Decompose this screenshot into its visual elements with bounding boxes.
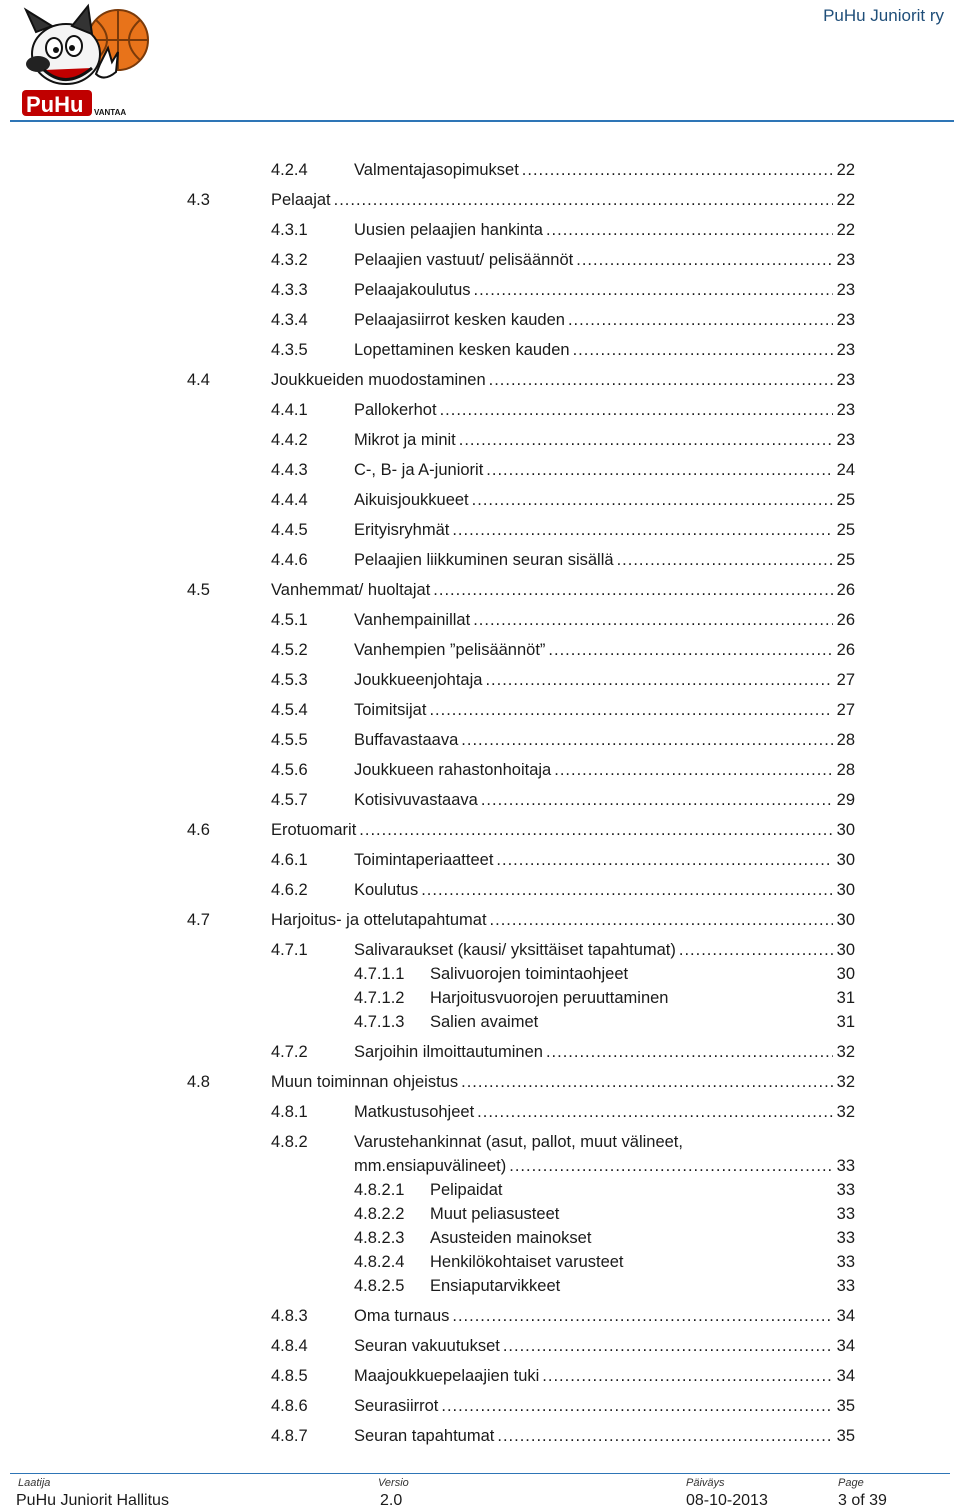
toc-entry-number: 4.2.4	[271, 161, 308, 179]
toc-entry-page: 28	[836, 761, 855, 779]
toc-entry[interactable]	[0, 698, 960, 722]
toc-entry-title: Erityisryhmät	[354, 521, 450, 539]
header-divider	[10, 120, 954, 122]
toc-entry-number: 4.3.4	[271, 311, 308, 329]
toc-entry-title: Ensiaputarvikkeet	[430, 1277, 561, 1295]
toc-entry-title: Vanhempien ”pelisäännöt”	[354, 641, 546, 659]
toc-entry-page: 23	[836, 341, 855, 359]
dot-leader	[334, 188, 833, 212]
dot-leader	[679, 938, 833, 962]
toc-entry-page: 35	[836, 1427, 855, 1445]
footer-author: PuHu Juniorit Hallitus	[16, 1492, 169, 1509]
toc-entry[interactable]	[0, 1100, 960, 1124]
dot-leader	[459, 428, 833, 452]
svg-text:PuHu: PuHu	[26, 92, 84, 117]
toc-entry-title: Asusteiden mainokset	[430, 1229, 592, 1247]
toc-entry[interactable]	[0, 458, 960, 482]
dot-leader	[546, 218, 833, 242]
toc-entry[interactable]	[0, 818, 960, 842]
toc-entry-page: 26	[836, 581, 855, 599]
wolf-mascot-icon	[8, 2, 158, 120]
dot-leader	[522, 158, 833, 182]
toc-entry[interactable]	[0, 488, 960, 512]
toc-entry-number: 4.5.2	[271, 641, 308, 659]
toc-entry-title: Buffavastaava	[354, 731, 459, 749]
toc-entry[interactable]	[0, 1130, 960, 1175]
dot-leader	[472, 488, 833, 512]
toc-entry[interactable]	[0, 908, 960, 932]
toc-entry-title: C-, B- ja A-juniorit	[354, 461, 484, 479]
toc-entry[interactable]	[0, 1202, 960, 1226]
footer-page: 3 of 39	[838, 1492, 887, 1509]
toc-entry-number: 4.8.3	[271, 1307, 308, 1325]
footer-version: 2.0	[380, 1492, 403, 1509]
toc-entry-page: 30	[836, 911, 855, 929]
toc-entry-title: Toimitsijat	[354, 701, 427, 719]
toc-entry-number: 4.4.2	[271, 431, 308, 449]
toc-entry-number: 4.8.2	[271, 1133, 308, 1151]
toc-entry-page: 27	[836, 671, 855, 689]
dot-leader	[452, 518, 833, 542]
toc-entry-page: 32	[836, 1073, 855, 1091]
toc-entry-page: 34	[836, 1337, 855, 1355]
toc-entry-title: Uusien pelaajien hankinta	[354, 221, 543, 239]
toc-entry-title: Pelipaidat	[430, 1181, 503, 1199]
toc-entry[interactable]	[0, 1364, 960, 1388]
header-organization: PuHu Juniorit ry	[823, 6, 944, 25]
toc-entry-number: 4.3.1	[271, 221, 308, 239]
dot-leader	[503, 1334, 833, 1358]
toc-entry-number: 4.5.6	[271, 761, 308, 779]
toc-entry-number: 4.5	[187, 581, 210, 599]
toc-entry-number: 4.8.2.4	[354, 1253, 405, 1271]
toc-entry-title: Joukkueenjohtaja	[354, 671, 483, 689]
toc-entry-title: Pelaajien vastuut/ pelisäännöt	[354, 251, 574, 269]
toc-entry-number: 4.8.2.5	[354, 1277, 405, 1295]
toc-entry-title: Seurasiirrot	[354, 1397, 439, 1415]
toc-entry-page: 31	[836, 1013, 855, 1031]
toc-entry[interactable]	[0, 1178, 960, 1202]
toc-entry[interactable]	[0, 518, 960, 542]
toc-entry-title: Muun toiminnan ohjeistus	[271, 1073, 459, 1091]
dot-leader	[477, 1100, 833, 1124]
dot-leader	[576, 248, 833, 272]
toc-entry[interactable]	[0, 278, 960, 302]
toc-entry-page: 35	[836, 1397, 855, 1415]
toc-entry-number: 4.7.1.2	[354, 989, 405, 1007]
toc-entry-title: Muut peliasusteet	[430, 1205, 560, 1223]
toc-entry-number: 4.5.5	[271, 731, 308, 749]
footer-date-label: Päiväys	[686, 1477, 725, 1489]
toc-entry-page: 30	[836, 821, 855, 839]
toc-entry-page: 32	[836, 1103, 855, 1121]
toc-entry[interactable]	[0, 1304, 960, 1328]
toc-entry[interactable]	[0, 338, 960, 362]
toc-entry-number: 4.3.5	[271, 341, 308, 359]
toc-entry[interactable]	[0, 1250, 960, 1274]
toc-entry-page: 34	[836, 1307, 855, 1325]
dot-leader	[461, 1070, 833, 1094]
toc-entry-title: Erotuomarit	[271, 821, 357, 839]
toc-entry-number: 4.7	[187, 911, 210, 929]
toc-entry-page: 23	[836, 251, 855, 269]
toc-entry-title-continued: mm.ensiapuvälineet)	[354, 1157, 507, 1175]
toc-entry-number: 4.3.2	[271, 251, 308, 269]
toc-entry-page: 33	[836, 1181, 855, 1199]
toc-entry-page: 23	[836, 401, 855, 419]
toc-entry-number: 4.5.1	[271, 611, 308, 629]
dot-leader	[489, 368, 833, 392]
toc-entry-number: 4.5.7	[271, 791, 308, 809]
dot-leader	[461, 728, 833, 752]
toc-entry[interactable]	[0, 158, 960, 182]
toc-entry-page: 25	[836, 491, 855, 509]
toc-entry[interactable]	[0, 788, 960, 812]
toc-entry-number: 4.8.2.3	[354, 1229, 405, 1247]
toc-entry[interactable]	[0, 1274, 960, 1298]
toc-entry-number: 4.8.2.2	[354, 1205, 405, 1223]
toc-entry-page: 23	[836, 281, 855, 299]
toc-entry-title: Lopettaminen kesken kauden	[354, 341, 570, 359]
toc-entry[interactable]	[0, 938, 960, 962]
toc-entry[interactable]	[0, 548, 960, 572]
toc-entry[interactable]	[0, 248, 960, 272]
puhu-logo	[8, 2, 158, 120]
dot-leader	[486, 458, 833, 482]
toc-entry-title: Pelaajat	[271, 191, 331, 209]
toc-entry[interactable]	[0, 578, 960, 602]
toc-entry-title: Toimintaperiaatteet	[354, 851, 494, 869]
toc-entry-number: 4.4.4	[271, 491, 308, 509]
toc-entry-page: 26	[836, 641, 855, 659]
toc-entry-number: 4.3.3	[271, 281, 308, 299]
toc-entry-title: Salivuorojen toimintaohjeet	[430, 965, 629, 983]
toc-entry[interactable]	[0, 188, 960, 212]
footer-divider	[10, 1473, 950, 1474]
toc-entry-number: 4.5.4	[271, 701, 308, 719]
toc-entry-number: 4.7.1	[271, 941, 308, 959]
footer-version-label: Versio	[378, 1477, 409, 1489]
dot-leader	[441, 1394, 833, 1418]
toc-entry-page: 30	[836, 881, 855, 899]
toc-entry-number: 4.5.3	[271, 671, 308, 689]
toc-entry[interactable]	[0, 1070, 960, 1094]
toc-entry-title: Joukkueiden muodostaminen	[271, 371, 486, 389]
toc-entry[interactable]	[0, 1394, 960, 1418]
dot-leader	[490, 908, 833, 932]
toc-entry-number: 4.4	[187, 371, 210, 389]
toc-entry-number: 4.4.6	[271, 551, 308, 569]
toc-entry-page: 25	[836, 551, 855, 569]
toc-entry-title: Sarjoihin ilmoittautuminen	[354, 1043, 543, 1061]
toc-entry-title: Koulutus	[354, 881, 419, 899]
toc-entry-page: 33	[836, 1229, 855, 1247]
toc-entry[interactable]	[0, 638, 960, 662]
toc-entry-title: Joukkueen rahastonhoitaja	[354, 761, 552, 779]
toc-entry-page: 23	[836, 311, 855, 329]
toc-entry-page: 26	[836, 611, 855, 629]
toc-entry[interactable]	[0, 1226, 960, 1250]
toc-entry-title: Aikuisjoukkueet	[354, 491, 469, 509]
toc-entry-number: 4.4.1	[271, 401, 308, 419]
toc-entry[interactable]	[0, 1010, 960, 1034]
toc-entry-page: 33	[836, 1253, 855, 1271]
toc-entry-title: Henkilökohtaiset varusteet	[430, 1253, 624, 1271]
toc-entry-page: 24	[836, 461, 855, 479]
toc-entry-number: 4.8	[187, 1073, 210, 1091]
toc-entry-title: Vanhempainillat	[354, 611, 471, 629]
toc-entry-title: Salivaraukset (kausi/ yksittäiset tapahtumat)	[354, 941, 676, 959]
toc-entry-number: 4.4.5	[271, 521, 308, 539]
toc-entry-title: Varustehankinnat (asut, pallot, muut välineet,	[354, 1133, 683, 1151]
toc-entry[interactable]	[0, 398, 960, 422]
toc-entry-number: 4.3	[187, 191, 210, 209]
dot-leader	[440, 398, 833, 422]
toc-entry-title: Matkustusohjeet	[354, 1103, 475, 1121]
toc-entry-title: Pelaajien liikkuminen seuran sisällä	[354, 551, 614, 569]
toc-entry-number: 4.4.3	[271, 461, 308, 479]
toc-entry-number: 4.8.2.1	[354, 1181, 405, 1199]
toc-entry[interactable]	[0, 758, 960, 782]
dot-leader	[548, 638, 833, 662]
toc-entry-title: Seuran tapahtumat	[354, 1427, 495, 1445]
toc-entry-page: 32	[836, 1043, 855, 1061]
toc-entry-number: 4.7.1.1	[354, 965, 405, 983]
toc-entry-number: 4.6.1	[271, 851, 308, 869]
toc-entry-number: 4.8.6	[271, 1397, 308, 1415]
toc-entry-page: 33	[836, 1277, 855, 1295]
dot-leader	[496, 848, 833, 872]
toc-entry-page: 27	[836, 701, 855, 719]
toc-entry-title: Salien avaimet	[430, 1013, 539, 1031]
dot-leader	[474, 278, 834, 302]
toc-entry[interactable]	[0, 308, 960, 332]
toc-entry[interactable]	[0, 668, 960, 692]
toc-entry[interactable]	[0, 878, 960, 902]
dot-leader	[481, 788, 833, 812]
toc-entry-page: 23	[836, 371, 855, 389]
toc-entry[interactable]	[0, 218, 960, 242]
toc-entry-title: Pelaajasiirrot kesken kauden	[354, 311, 565, 329]
toc-entry-number: 4.6.2	[271, 881, 308, 899]
toc-entry-title: Valmentajasopimukset	[354, 161, 519, 179]
toc-entry-page: 34	[836, 1367, 855, 1385]
toc-entry-page: 22	[836, 191, 855, 209]
dot-leader	[573, 338, 833, 362]
toc-entry[interactable]	[0, 848, 960, 872]
footer-page-label: Page	[838, 1477, 864, 1489]
dot-leader	[546, 1040, 833, 1064]
toc-entry-page: 28	[836, 731, 855, 749]
toc-entry-page: 33	[836, 1205, 855, 1223]
toc-entry-title: Harjoitusvuorojen peruuttaminen	[430, 989, 669, 1007]
toc-entry-page: 30	[836, 941, 855, 959]
toc-entry[interactable]	[0, 1040, 960, 1064]
footer-date: 08-10-2013	[686, 1492, 768, 1509]
dot-leader	[542, 1364, 833, 1388]
dot-leader	[429, 698, 833, 722]
dot-leader	[452, 1304, 833, 1328]
toc-entry-page: 22	[836, 161, 855, 179]
svg-text:VANTAA: VANTAA	[94, 108, 127, 117]
dot-leader	[421, 878, 833, 902]
toc-entry-page: 33	[836, 1157, 855, 1175]
toc-entry-title: Maajoukkuepelaajien tuki	[354, 1367, 540, 1385]
toc-entry[interactable]	[0, 962, 960, 986]
toc-entry-page: 30	[836, 851, 855, 869]
toc-entry-page: 30	[836, 965, 855, 983]
dot-leader	[617, 548, 833, 572]
toc-entry-page: 29	[836, 791, 855, 809]
dot-leader	[485, 668, 833, 692]
dot-leader	[568, 308, 833, 332]
toc-entry-number: 4.6	[187, 821, 210, 839]
toc-entry-title: Oma turnaus	[354, 1307, 450, 1325]
toc-entry-title: Harjoitus- ja ottelutapahtumat	[271, 911, 487, 929]
toc-entry[interactable]	[0, 428, 960, 452]
toc-entry[interactable]	[0, 368, 960, 392]
toc-entry-title: Pelaajakoulutus	[354, 281, 471, 299]
toc-entry-number: 4.7.1.3	[354, 1013, 405, 1031]
toc-entry-page: 25	[836, 521, 855, 539]
toc-entry-page: 23	[836, 431, 855, 449]
toc-entry-page: 31	[836, 989, 855, 1007]
footer-author-label: Laatija	[18, 1477, 51, 1489]
toc-entry-number: 4.8.1	[271, 1103, 308, 1121]
toc-entry[interactable]	[0, 608, 960, 632]
toc-entry-number: 4.8.7	[271, 1427, 308, 1445]
toc-entry[interactable]	[0, 1334, 960, 1358]
toc-entry-title: Pallokerhot	[354, 401, 437, 419]
dot-leader	[509, 1154, 833, 1178]
toc-entry-title: Seuran vakuutukset	[354, 1337, 500, 1355]
toc-entry-title: Vanhemmat/ huoltajat	[271, 581, 431, 599]
toc-entry-title: Kotisivuvastaava	[354, 791, 478, 809]
toc-entry-number: 4.7.2	[271, 1043, 308, 1061]
dot-leader	[473, 608, 833, 632]
toc-entry-number: 4.8.5	[271, 1367, 308, 1385]
toc-entry[interactable]	[0, 986, 960, 1010]
dot-leader	[497, 1424, 833, 1448]
dot-leader	[359, 818, 833, 842]
dot-leader	[554, 758, 833, 782]
toc-entry-number: 4.8.4	[271, 1337, 308, 1355]
dot-leader	[433, 578, 833, 602]
toc-entry-page: 22	[836, 221, 855, 239]
toc-entry-title: Mikrot ja minit	[354, 431, 456, 449]
toc-entry[interactable]	[0, 728, 960, 752]
toc-entry[interactable]	[0, 1424, 960, 1448]
